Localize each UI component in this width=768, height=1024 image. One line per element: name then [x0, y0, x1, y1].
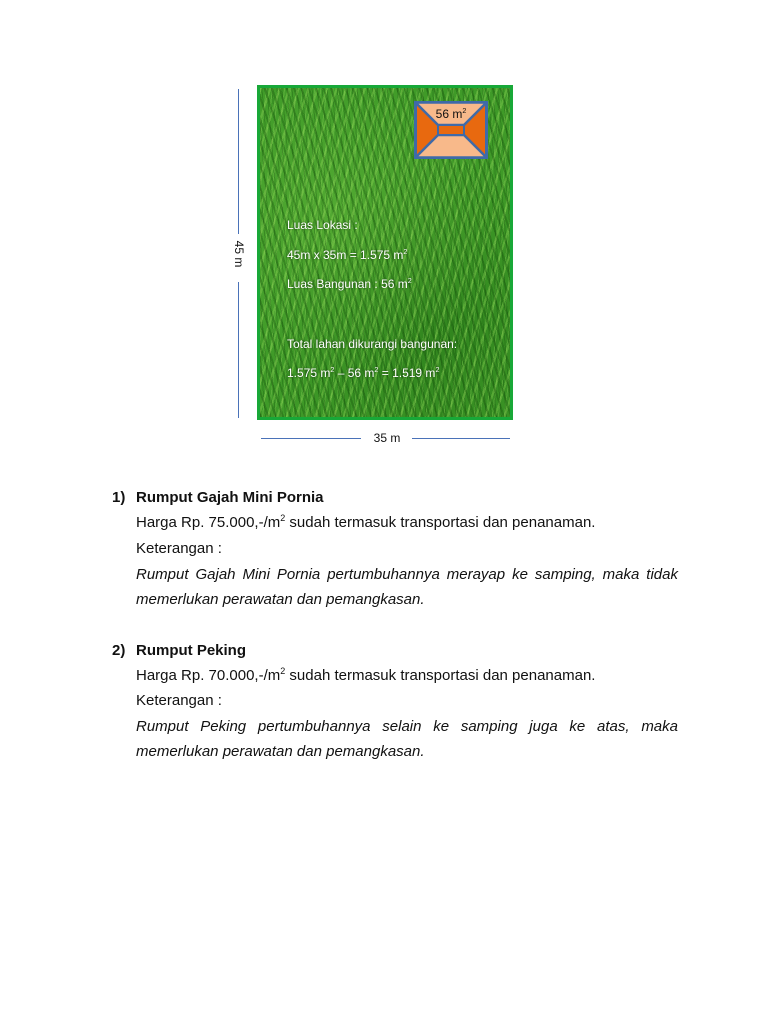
building-area-text: Luas Bangunan : 56 $m^2$	[287, 276, 412, 291]
section-1-title: Rumput Gajah Mini Pornia	[136, 489, 324, 506]
section-2-description: Rumput Peking pertumbuhannya selain ke samping juga ke atas, maka memerlukan perawatan dan pemangkasan.	[136, 718, 678, 760]
height-dimension-line-top	[238, 89, 239, 234]
section-2-price: Harga Rp. $70.000,-/m^2$ sudah termasuk transportasi dan penanaman.	[136, 666, 596, 684]
height-dimension-line-bottom	[238, 282, 239, 418]
width-dimension-line-left	[261, 438, 361, 439]
width-dimension-label: 35 m	[373, 431, 401, 445]
total-calculation: 1.575 $m^2 - 56$ $m^2 = 1.519$ $m^2$	[287, 365, 440, 380]
section-2-title: Rumput Peking	[136, 642, 247, 659]
section-1-description: Rumput Gajah Mini Pornia pertumbuhannya merayap ke samping, maka tidak memerlukan perawatan dan pemangkasan.	[136, 566, 678, 608]
building-area-label: 56 $m^2$	[435, 106, 467, 121]
total-label: Total lahan dikurangi bangunan:	[287, 337, 458, 351]
area-calculation: 45m x 35m = 1.575 $m^2$	[287, 247, 408, 262]
section-2-keterangan: Keterangan :	[136, 692, 222, 709]
height-dimension-label: 45 m	[232, 240, 246, 268]
section-1-price: Harga Rp. $75.000,-/m^2$ sudah termasuk transportasi dan penanaman.	[136, 513, 596, 531]
section-1-keterangan: Keterangan :	[136, 540, 222, 557]
luas-lokasi-label: Luas Lokasi :	[287, 218, 358, 232]
section-1-number: 1)	[112, 489, 126, 506]
width-dimension-line-right	[412, 438, 510, 439]
section-2-number: 2)	[112, 642, 126, 659]
